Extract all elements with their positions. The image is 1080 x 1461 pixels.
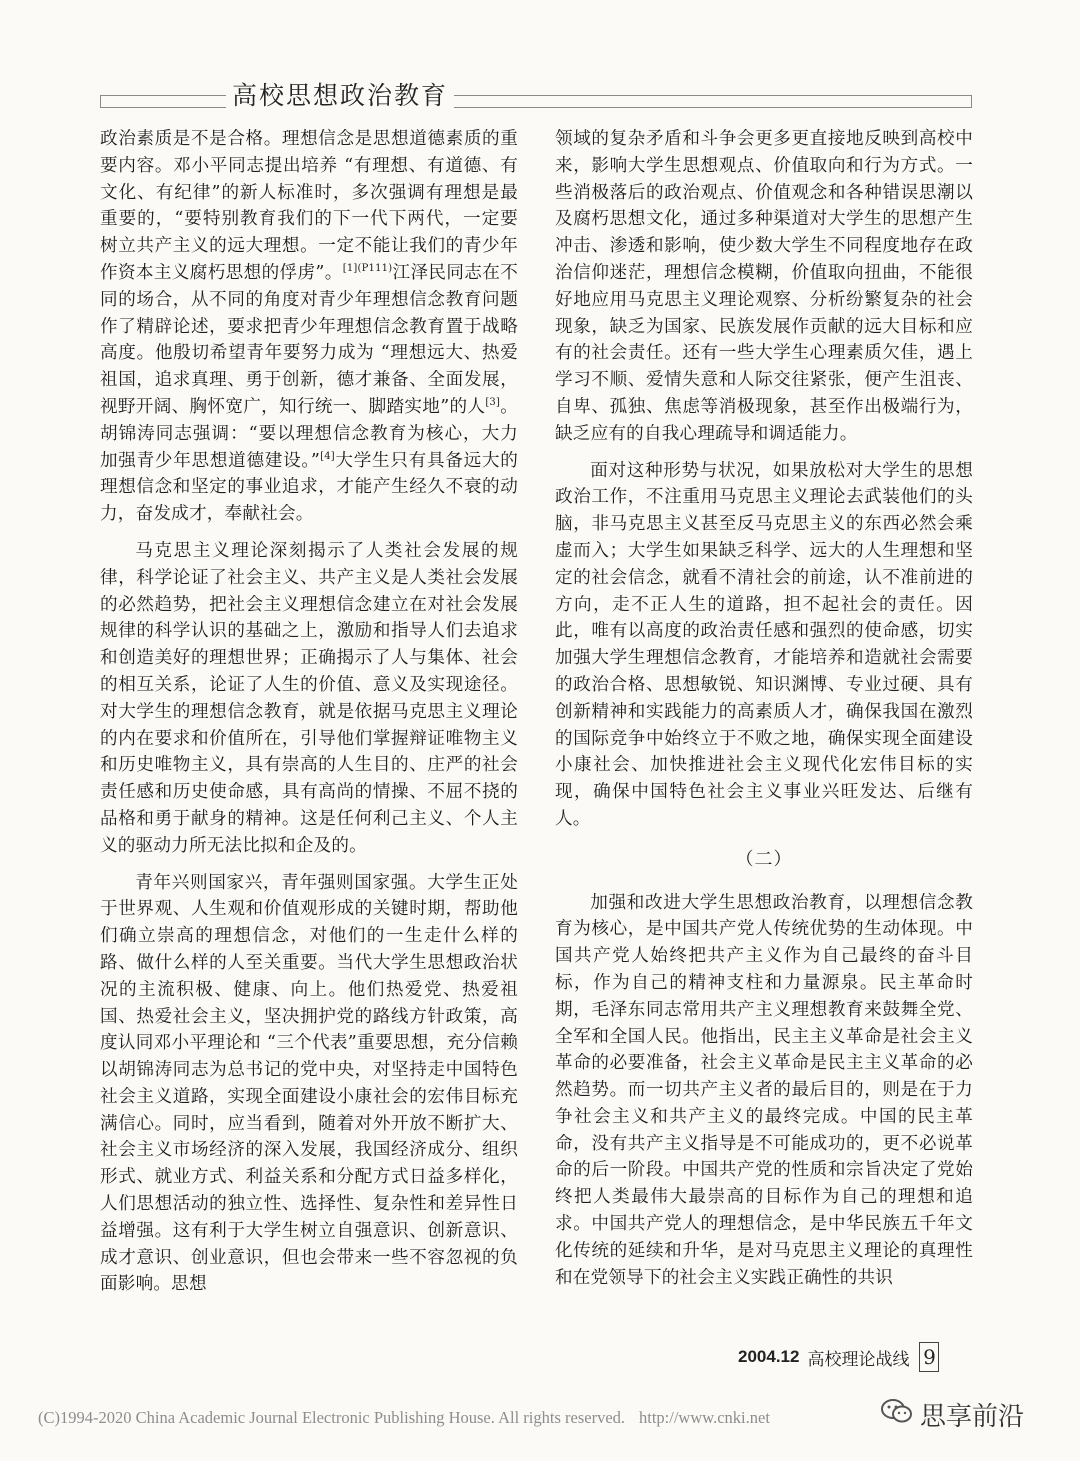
paragraph-text: 江泽民同志在不同的场合，从不同的角度对青少年理想信念教育问题作了精辟论述，要求把青少年理想信念教育置于战略高度。他殷切希望青年要努力成为 “理想远大、热爱祖国，追求真理、勇于创新，德才兼备、全面发展，视野开阔、胸怀宽广，知行统一、脚踏实地”的人 — [100, 262, 518, 417]
right-column — [555, 126, 973, 1291]
journal-name: 高校理论战线 — [807, 1349, 910, 1369]
page-footer — [738, 1342, 939, 1372]
issue-date: 2004.12 — [738, 1347, 800, 1366]
paragraph: 青年兴则国家兴，青年强则国家强。大学生正处于世界观、人生观和价值观形成的关键时期，帮助他们确立崇高的理想信念，对他们的一生走什么样的路、做什么样的人至关重要。当代大学生思想政治状况的主流积极、健康、向上。他们热爱党、热爱祖国、热爱社会主义，坚决拥护党的路线方针政策，高度认同邓小平理论和 “三个代表”重要思想，充分信赖以胡锦涛同志为总书记的党中央，对坚持走中国特色社会主义道路，实现全面建设小康社会的宏伟目标充满信心。同时，应当看到，随着对外开放不断扩大、社会主义市场经济的深入发展，我国经济成分、组织形式、就业方式、利益关系和分配方式日益多样化，人们思想活动的独立性、选择性、复杂性和差异性日益增强。这有利于大学生树立自强意识、创新意识、成才意识、创业意识，但也会带来一些不容忽视的负面影响。思想 — [100, 872, 518, 1295]
left-column — [100, 126, 518, 1298]
source-url: http://www.cnki.net — [639, 1408, 770, 1427]
journal-section-title: 高校思想政治教育 — [226, 76, 454, 112]
watermark-text: 思享前沿 — [920, 1402, 1025, 1432]
copyright-notice — [38, 1408, 770, 1428]
paragraph: 加强和改进大学生思想政治教育，以理想信念教育为核心，是中国共产党人传统优势的生动体现。中国共产党人始终把共产主义作为自己最终的奋斗目标，作为自己的精神支柱和力量源泉。民主革命时期，毛泽东同志常用共产主义理想教育来鼓舞全党、全军和全国人民。他指出，民主主义革命是社会主义革命的必要准备，社会主义革命是民主主义革命的必然趋势。而一切共产主义者的最后目的，则是在于力争社会主义和共产主义的最终完成。中国的民主革命，没有共产主义指导是不可能成功的，更不必说革命的后一阶段。中国共产党的性质和宗旨决定了党始终把人类最伟大最崇高的目标作为自己的理想和追求。中国共产党人的理想信念，是中华民族五千年文化传统的延续和升华，是对马克思主义理论的真理性和在党领导下的社会主义实践正确性的共识 — [555, 892, 973, 1288]
watermark — [880, 1396, 1024, 1433]
citation-ref: [1](P111) — [342, 263, 393, 275]
paragraph: 领域的复杂矛盾和斗争会更多更直接地反映到高校中来，影响大学生思想观点、价值取向和行为方式。一些消极落后的政治观点、价值观念和各种错误思潮以及腐朽思想文化，通过多种渠道对大学生的思想产生冲击、渗透和影响，使少数大学生不同程度地存在政治信仰迷茫，理想信念模糊，价值取向扭曲，不能很好地应用马克思主义理论观察、分析纷繁复杂的社会现象，缺乏为国家、民族发展作贡献的远大目标和应有的社会责任。还有一些大学生心理素质欠佳，遇上学习不顺、爱情失意和人际交往紧张，便产生沮丧、自卑、孤独、焦虑等消极现象，甚至作出极端行为，缺乏应有的自我心理疏导和调适能力。 — [555, 129, 973, 444]
paragraph-text: 政治素质是不是合格。理想信念是思想道德素质的重要内容。邓小平同志提出培养 “有理想、有道德、有文化、有纪律”的新人标准时，多次强调有理想是最重要的，“要特别教育我们的下一代下两代，一定要树立共产主义的远大理想。一定不能让我们的青少年作资本主义腐朽思想的俘虏”。 — [100, 129, 518, 283]
section-heading: （二） — [735, 848, 793, 870]
citation-ref: [3] — [485, 397, 501, 409]
copyright-text: (C)1994-2020 China Academic Journal Electronic Publishing House. All rights reserved. — [38, 1408, 626, 1427]
paragraph: 马克思主义理论深刻揭示了人类社会发展的规律，科学论证了社会主义、共产主义是人类社会发展的必然趋势，把社会主义理想信念建立在对社会发展规律的科学认识的基础之上，激励和指导人们去追求和创造美好的理想世界；正确揭示了人与集体、社会的相互关系，论证了人生的价值、意义及实现途径。对大学生的理想信念教育，就是依据马克思主义理论的内在要求和价值所在，引导他们掌握辩证唯物主义和历史唯物主义，具有崇高的人生目的、庄严的社会责任感和历史使命感，具有高尚的情操、不屈不挠的品格和勇于献身的精神。这是任何利己主义、个人主义的驱动力所无法比拟和企及的。 — [100, 540, 518, 856]
paragraph — [100, 126, 518, 528]
citation-ref: [4] — [320, 450, 335, 462]
paragraph: 面对这种形势与状况，如果放松对大学生的思想政治工作，不注重用马克思主义理论去武装他们的头脑，非马克思主义甚至反马克思主义的东西必然会乘虚而入；大学生如果缺乏科学、远大的人生理想和坚定的社会信念，就看不清社会的前途，认不准前进的方向，走不正人生的道路，担不起社会的责任。因此，唯有以高度的政治责任感和强烈的使命感，切实加强大学生理想信念教育，才能培养和造就社会需要的政治合格、思想敏锐、知识渊博、专业过硬、具有创新精神和实践能力的高素质人才，确保我国在激烈的国际竞争中始终立于不败之地，确保实现全面建设小康社会、加快推进社会主义现代化宏伟目标的实现，确保中国特色社会主义事业兴旺发达、后继有人。 — [555, 460, 973, 829]
wechat-icon — [880, 1397, 914, 1432]
paragraph-text: 。胡锦涛同志强调：“要以理想信念教育为核心，大力加强青少年思想道德建设。” — [100, 396, 518, 471]
paragraph-text: 大学生只有具备远大的理想信念和坚定的事业追求，才能产生经久不衰的动力，奋发成才，奉献社会。 — [100, 450, 518, 525]
page-number: 9 — [919, 1342, 939, 1372]
